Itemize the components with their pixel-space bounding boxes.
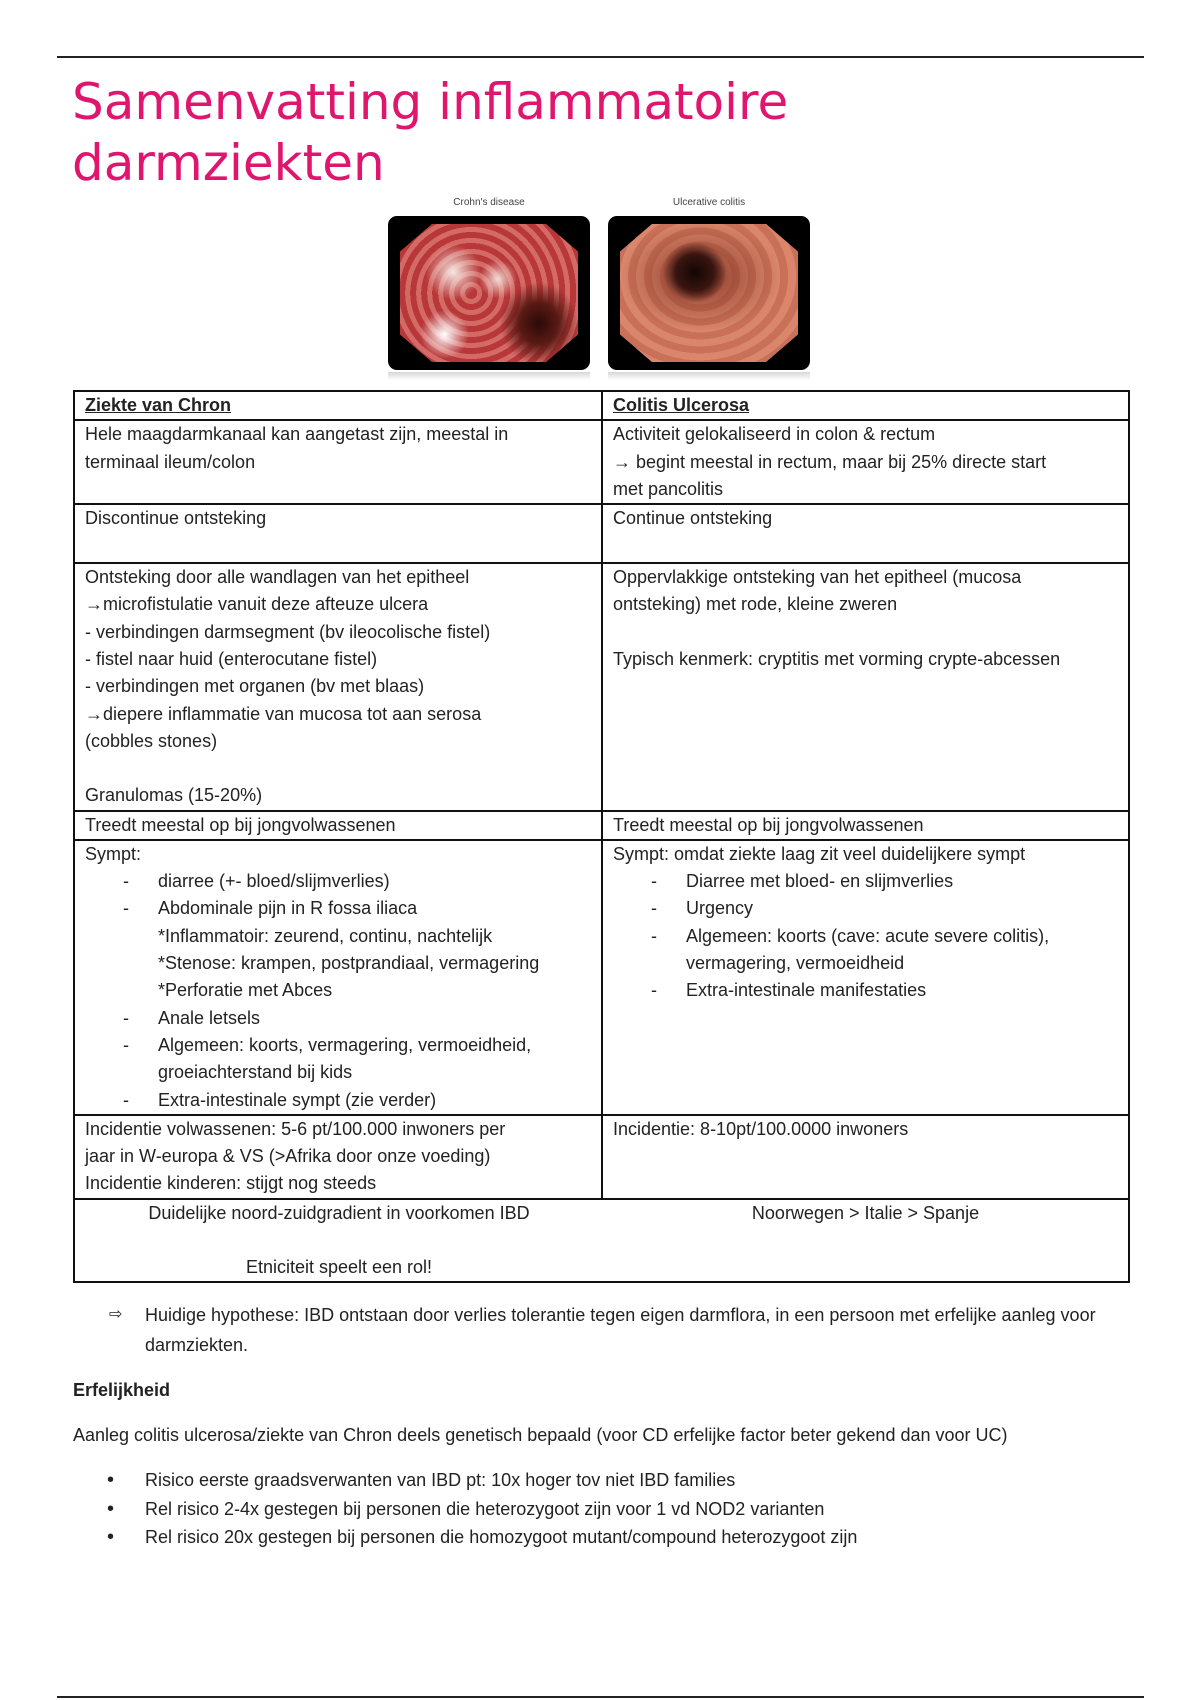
list-item: Extra-intestinale manifestaties bbox=[686, 980, 927, 1001]
list-subitem: *Stenose: krampen, postprandiaal, vermagering bbox=[158, 953, 540, 974]
crohn-figure bbox=[388, 196, 590, 380]
bullet-icon: • bbox=[107, 1469, 115, 1491]
cell-line: - verbindingen darmsegment (bv ileocolische fistel) bbox=[85, 621, 491, 642]
table-row bbox=[74, 1115, 1129, 1199]
header-crohn: Ziekte van Chron bbox=[85, 395, 232, 415]
table-cell bbox=[74, 1199, 1129, 1283]
table-cell bbox=[74, 563, 602, 810]
list-item: Extra-intestinale sympt (zie verder) bbox=[158, 1089, 437, 1110]
cell-line: Sympt: bbox=[85, 843, 142, 864]
cell-line: →diepere inflammatie van mucosa tot aan serosa bbox=[85, 703, 482, 724]
cell-line: Hele maagdarmkanaal kan aangetast zijn, meestal in bbox=[85, 424, 509, 445]
list-item: Anale letsels bbox=[158, 1007, 261, 1028]
ethnicity-text: Etniciteit speelt een rol! bbox=[245, 1257, 433, 1278]
gradient-text: Duidelijke noord-zuidgradient in voorkomen IBD bbox=[148, 1202, 530, 1223]
cell-line: Granulomas (15-20%) bbox=[85, 785, 263, 806]
table-cell: Sympt: omdat ziekte laag zit veel duidelijkere sympt - Diarree met bloed- en slijmverlies - Urgency - Algemeen: koorts (cave: acute severe colitis), vermagering, vermoeidheid - Extra-intestinale manifestaties bbox=[602, 840, 1129, 1115]
table-cell bbox=[74, 420, 602, 504]
uc-figure bbox=[608, 196, 810, 380]
list-item: • Rel risico 20x gestegen bij personen die homozygoot mutant/compound heterozygoot zijn bbox=[73, 1523, 1153, 1552]
table-cell bbox=[74, 391, 602, 420]
heredity-list bbox=[73, 1466, 1153, 1552]
cell-line: Continue ontsteking bbox=[613, 508, 773, 529]
bullet-icon: • bbox=[107, 1526, 115, 1548]
table-cell bbox=[602, 391, 1129, 420]
cell-line: Incidentie volwassenen: 5-6 pt/100.000 inwoners per bbox=[85, 1118, 506, 1139]
list-item: Urgency bbox=[686, 898, 754, 919]
table-row bbox=[74, 1199, 1129, 1283]
comparison-table bbox=[73, 390, 1130, 1283]
top-rule bbox=[57, 56, 1144, 58]
table-row bbox=[74, 811, 1129, 840]
table-row bbox=[74, 563, 1129, 810]
list-subitem: *Inflammatoir: zeurend, continu, nachtelijk bbox=[158, 925, 493, 946]
cell-line: Treedt meestal op bij jongvolwassenen bbox=[613, 814, 924, 835]
list-item: Diarree met bloed- en slijmverlies bbox=[686, 871, 954, 892]
heredity-intro: Aanleg colitis ulcerosa/ziekte van Chron deels genetisch bepaald (voor CD erfelijke factor beter gekend dan voor UC) bbox=[73, 1425, 1008, 1445]
cell-line: Ontsteking door alle wandlagen van het epitheel bbox=[85, 567, 470, 588]
table-cell bbox=[74, 504, 602, 563]
list-item: Algemeen: koorts, vermagering, vermoeidheid, groeiachterstand bij kids bbox=[158, 1034, 532, 1083]
table-row bbox=[74, 391, 1129, 420]
table-row bbox=[74, 504, 1129, 563]
gradient-countries: Noorwegen > Italie > Spanje bbox=[751, 1202, 980, 1223]
bottom-rule bbox=[57, 1696, 1144, 1698]
table-cell bbox=[602, 811, 1129, 840]
cell-line: Activiteit gelokaliseerd in colon & rectum bbox=[613, 424, 936, 445]
cell-line: Treedt meestal op bij jongvolwassenen bbox=[85, 814, 396, 835]
list-item: Algemeen: koorts (cave: acute severe colitis), vermagering, vermoeidheid bbox=[686, 925, 1050, 974]
cell-line: met pancolitis bbox=[613, 478, 724, 499]
cell-line: Incidentie kinderen: stijgt nog steeds bbox=[85, 1173, 377, 1194]
table-row bbox=[74, 420, 1129, 504]
table-cell: Sympt: - diarree (+- bloed/slijmverlies) - Abdominale pijn in R fossa iliaca *Inflammatoir: zeurend, continu, nachtelijk *Stenose: krampen, postprandiaal, vermagering *Perforatie met Abces - Anale letsels - Algemeen: koorts, vermagering, vermoeidheid, groeiachterstand bij kids - Extra-intestinale sympt (zie verder) bbox=[74, 840, 602, 1115]
table-cell bbox=[602, 1115, 1129, 1199]
heredity-heading: Erfelijkheid bbox=[73, 1380, 171, 1400]
table-cell bbox=[602, 504, 1129, 563]
list-item: diarree (+- bloed/slijmverlies) bbox=[158, 871, 390, 892]
cell-line: →microfistulatie vanuit deze afteuze ulcera bbox=[85, 594, 429, 615]
cell-line: jaar in W-europa & VS (>Afrika door onze voeding) bbox=[85, 1146, 491, 1167]
cell-line: Incidentie: 8-10pt/100.0000 inwoners bbox=[613, 1118, 909, 1139]
table-cell bbox=[74, 1115, 602, 1199]
table-row bbox=[74, 840, 1129, 1115]
list-subitem: *Perforatie met Abces bbox=[158, 980, 333, 1001]
crohn-endoscopy-image bbox=[388, 216, 590, 370]
cell-line: Oppervlakkige ontsteking van het epitheel (mucosa bbox=[613, 567, 1022, 588]
page-title: Samenvatting inflammatoire darmziekten bbox=[72, 73, 789, 192]
arrow-bullet-icon: ⇨ bbox=[109, 1306, 123, 1323]
cell-line: terminaal ileum/colon bbox=[85, 451, 256, 472]
table-cell bbox=[602, 563, 1129, 810]
cell-line: - verbindingen met organen (bv met blaas) bbox=[85, 676, 425, 697]
uc-caption: Ulcerative colitis bbox=[672, 197, 746, 208]
header-uc: Colitis Ulcerosa bbox=[613, 395, 750, 415]
hypothesis-block bbox=[73, 1300, 1153, 1360]
hypothesis-text: Huidige hypothese: IBD ontstaan door verlies tolerantie tegen eigen darmflora, in een persoon met erfelijke aanleg voor darmziekten. bbox=[145, 1305, 1096, 1355]
uc-endoscopy-image bbox=[608, 216, 810, 370]
table-cell bbox=[602, 420, 1129, 504]
list-item: • Rel risico 2-4x gestegen bij personen die heterozygoot zijn voor 1 vd NOD2 varianten bbox=[73, 1495, 1153, 1524]
cell-line: Typisch kenmerk: cryptitis met vorming crypte-abcessen bbox=[613, 648, 1061, 669]
list-item: • Risico eerste graadsverwanten van IBD pt: 10x hoger tov niet IBD families bbox=[73, 1466, 1153, 1495]
bullet-icon: • bbox=[107, 1497, 115, 1520]
cell-line: - fistel naar huid (enterocutane fistel) bbox=[85, 649, 378, 670]
cell-line: ontsteking) met rode, kleine zweren bbox=[613, 594, 898, 615]
table-cell bbox=[74, 811, 602, 840]
crohn-caption: Crohn's disease bbox=[453, 197, 525, 208]
cell-line: Sympt: omdat ziekte laag zit veel duidelijkere sympt bbox=[613, 843, 1026, 864]
cell-line: (cobbles stones) bbox=[85, 730, 218, 751]
list-item: Abdominale pijn in R fossa iliaca bbox=[158, 898, 418, 919]
cell-line: Discontinue ontsteking bbox=[85, 508, 267, 529]
cell-line: → begint meestal in rectum, maar bij 25% directe start bbox=[613, 451, 1047, 472]
